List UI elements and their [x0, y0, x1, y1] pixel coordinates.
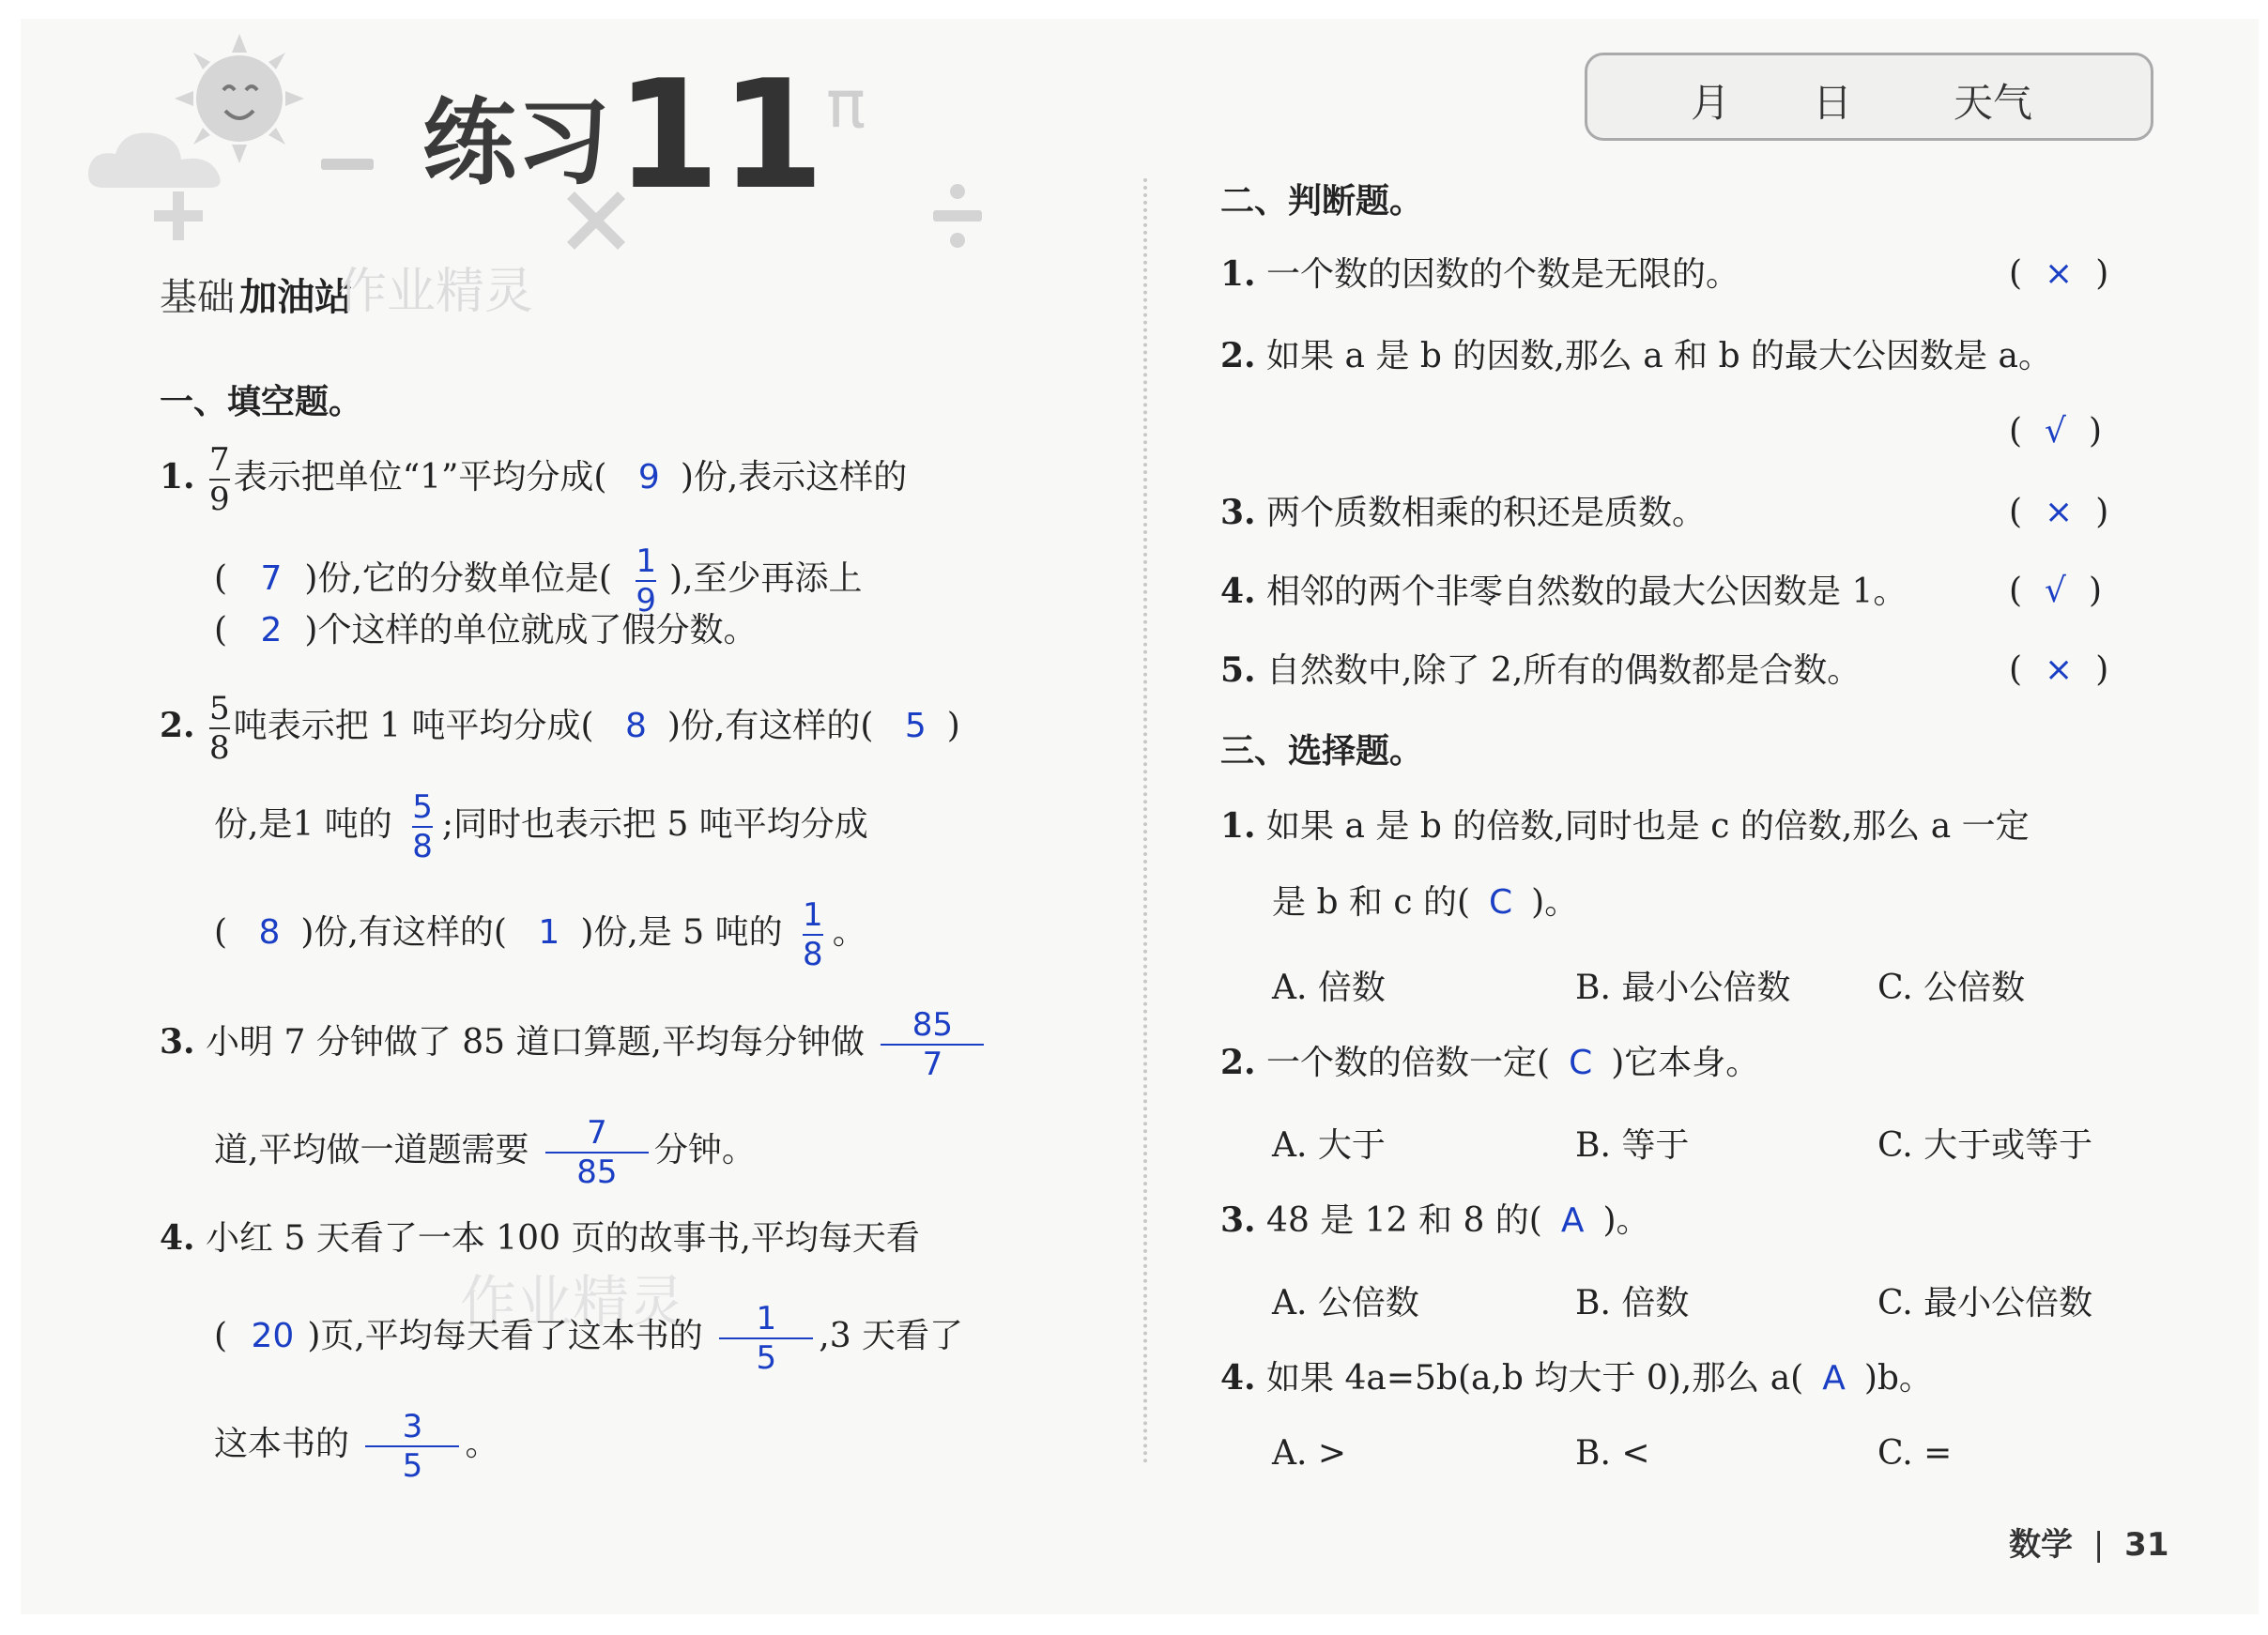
- pi-symbol: π: [826, 66, 866, 143]
- denominator: 8: [209, 729, 230, 767]
- judge-section-title: 二、判断题。: [1220, 182, 1424, 221]
- answer-fraction: [412, 788, 433, 865]
- page-footer: [2009, 1519, 2168, 1565]
- text: 相邻的两个非零自然数的最大公因数是 1。: [1266, 573, 1908, 611]
- footer-subject: 数学: [2009, 1526, 2073, 1564]
- answer: √: [2045, 572, 2066, 610]
- watermark-top: 作业精灵: [338, 264, 534, 320]
- numerator: 1: [636, 542, 657, 580]
- numerator: 7: [587, 1114, 607, 1152]
- q-number: 3.: [160, 1022, 195, 1062]
- banner-label-a: 基础: [160, 276, 235, 319]
- fill-section-title: 一、填空题。: [160, 383, 363, 421]
- answer-fraction: [719, 1300, 813, 1377]
- fill-q4-line1: [160, 1215, 920, 1261]
- denominator: 8: [803, 936, 823, 973]
- answer: 5: [904, 707, 927, 745]
- numerator: 1: [803, 896, 823, 934]
- text: 如果 a 是 b 的倍数,同时也是 c 的倍数,那么 a 一定: [1266, 807, 2030, 846]
- fill-q3-line2: [214, 1114, 756, 1191]
- answer: 7: [260, 559, 283, 598]
- judge-answer: ( × ): [2009, 650, 2109, 689]
- fill-q4-line3: [214, 1408, 498, 1485]
- text: 吨表示把 1 吨平均分成(: [233, 707, 594, 745]
- text: )个这样的单位就成了假分数。: [304, 611, 758, 649]
- judge-answer: ( √ ): [2009, 572, 2103, 610]
- text: 一个数的倍数一定(: [1266, 1044, 1551, 1082]
- answer-fraction: [803, 896, 823, 973]
- text: 48 是 12 和 8 的(: [1266, 1201, 1542, 1240]
- denominator: 9: [636, 582, 657, 619]
- fill-q1-line3: [214, 608, 757, 653]
- text: 份,是1 吨的: [214, 805, 392, 844]
- option: A. 公倍数: [1272, 1284, 1419, 1322]
- section-banner: [160, 267, 352, 321]
- option: C. 最小公倍数: [1877, 1284, 2093, 1322]
- option: B. 倍数: [1575, 1284, 1690, 1322]
- text: 是 b 和 c 的(: [1272, 883, 1471, 922]
- answer: ×: [2045, 493, 2074, 531]
- option: C. 大于或等于: [1877, 1126, 2093, 1165]
- q-number: 1.: [1220, 254, 1256, 294]
- date-day: 日: [1813, 80, 1853, 126]
- text: 小明 7 分钟做了 85 道口算题,平均每分钟做: [206, 1023, 865, 1062]
- q-number: 1.: [1220, 806, 1256, 846]
- judge-answer: ( √ ): [2009, 412, 2103, 451]
- q-number: 2.: [1220, 336, 1256, 375]
- text: )份,表示这样的: [680, 458, 908, 497]
- text: )份,它的分数单位是(: [304, 559, 612, 598]
- option: A. 倍数: [1272, 969, 1386, 1007]
- q-number: 3.: [1220, 493, 1256, 532]
- answer: 2: [260, 611, 283, 649]
- answer: 8: [258, 913, 281, 952]
- fill-q2-line3: [214, 896, 866, 973]
- text: )页,平均每天看了这本书的: [307, 1317, 703, 1355]
- judge-item: [1220, 252, 1739, 298]
- answer: 8: [624, 707, 647, 745]
- numerator: 1: [756, 1300, 777, 1337]
- text: 分钟。: [653, 1131, 756, 1169]
- text: (: [214, 611, 228, 649]
- q-number: 1.: [160, 457, 195, 497]
- watermark-mid: 作业精灵: [460, 1270, 685, 1336]
- option: B. <: [1575, 1434, 1650, 1473]
- text: )份,有这样的(: [300, 913, 507, 952]
- page-title: [422, 47, 824, 222]
- numerator: 85: [912, 1006, 954, 1044]
- answer: A: [1560, 1201, 1585, 1240]
- date-weather: 天气: [1954, 80, 2033, 126]
- text: )。: [1531, 883, 1579, 922]
- q-number: 4.: [1220, 1358, 1256, 1398]
- choice-q1-line2: [1272, 880, 1578, 925]
- numerator: 3: [402, 1408, 423, 1445]
- choice-q4: [1220, 1355, 1933, 1401]
- choice-q1-line1: [1220, 803, 2030, 849]
- answer: C: [1569, 1044, 1593, 1082]
- page-number: 31: [2124, 1526, 2169, 1564]
- answer: 1: [538, 913, 560, 952]
- fill-q2-line2: [214, 788, 868, 865]
- judge-item: [1220, 333, 2052, 379]
- fraction: [209, 441, 230, 518]
- numerator: 5: [412, 788, 433, 826]
- text: 如果 a 是 b 的因数,那么 a 和 b 的最大公因数是 a。: [1266, 337, 2052, 375]
- q-number: 4.: [1220, 572, 1256, 611]
- text: 这本书的: [214, 1425, 350, 1463]
- plus-icon: [150, 188, 207, 244]
- title-number: 11: [615, 47, 825, 222]
- text: )它本身。: [1611, 1044, 1760, 1082]
- text: )b。: [1863, 1359, 1933, 1398]
- option: C. 公倍数: [1877, 969, 2026, 1007]
- numerator: 7: [209, 441, 230, 479]
- denominator: 5: [402, 1447, 423, 1485]
- text: ),至少再添上: [669, 559, 863, 598]
- footer-sep: |: [2092, 1526, 2105, 1564]
- text: 两个质数相乘的积还是质数。: [1266, 494, 1707, 532]
- text: 小红 5 天看了一本 100 页的故事书,平均每天看: [206, 1219, 920, 1258]
- denominator: 9: [209, 481, 230, 518]
- text: 表示把单位“1”平均分成(: [233, 458, 607, 497]
- answer: √: [2045, 412, 2066, 451]
- option: C. =: [1877, 1434, 1953, 1473]
- choice-q3: [1220, 1198, 1650, 1244]
- text: 道,平均做一道题需要: [214, 1131, 529, 1169]
- text: (: [214, 559, 228, 598]
- option: B. 等于: [1575, 1126, 1690, 1165]
- denominator: 7: [922, 1046, 943, 1083]
- fraction: [209, 690, 230, 767]
- banner-label-b: 加油站: [239, 276, 353, 319]
- denominator: 85: [576, 1154, 618, 1191]
- fill-q2-line1: [160, 690, 960, 767]
- text: 自然数中,除了 2,所有的偶数都是合数。: [1266, 651, 1862, 690]
- date-weather-box: [1585, 53, 2153, 141]
- text: 。: [832, 913, 866, 952]
- option: B. 最小公倍数: [1575, 969, 1791, 1007]
- answer: ×: [2045, 650, 2074, 689]
- choice-section-title: 三、选择题。: [1220, 732, 1424, 771]
- judge-item: [1220, 490, 1706, 536]
- q-number: 5.: [1220, 650, 1256, 690]
- answer-fraction: [365, 1408, 459, 1485]
- text: (: [214, 1317, 228, 1355]
- text: (: [214, 913, 228, 952]
- q-number: 2.: [160, 706, 195, 745]
- fill-q3-line1: [160, 1006, 989, 1083]
- text: ;同时也表示把 5 吨平均分成: [441, 805, 868, 844]
- answer: ×: [2045, 254, 2074, 293]
- answer: C: [1489, 883, 1513, 922]
- column-divider: [1143, 178, 1147, 1464]
- judge-answer: ( × ): [2009, 254, 2109, 293]
- text: ,3 天看了: [819, 1317, 964, 1355]
- q-number: 4.: [160, 1218, 195, 1258]
- text: 如果 4a=5b(a,b 均大于 0),那么 a(: [1266, 1359, 1804, 1398]
- text: )份,是 5 吨的: [580, 913, 783, 952]
- denominator: 8: [412, 828, 433, 865]
- q-number: 2.: [1220, 1043, 1256, 1082]
- answer: 20: [251, 1317, 295, 1355]
- answer-fraction: [545, 1114, 649, 1191]
- cloud-icon: [84, 122, 244, 197]
- judge-answer: ( × ): [2009, 493, 2109, 531]
- text: )份,有这样的(: [667, 707, 874, 745]
- numerator: 5: [209, 690, 230, 727]
- answer-fraction: [881, 1006, 984, 1083]
- option: A. 大于: [1272, 1126, 1386, 1165]
- option: A. >: [1272, 1434, 1347, 1473]
- denominator: 5: [756, 1339, 777, 1377]
- text: 一个数的因数的个数是无限的。: [1266, 255, 1740, 294]
- title-prefix: 练习: [422, 87, 610, 198]
- text: 。: [465, 1425, 499, 1463]
- fill-q4-line2: [214, 1300, 963, 1377]
- answer: A: [1822, 1359, 1846, 1398]
- fill-q1-line1: [160, 441, 907, 518]
- date-month: 月: [1691, 80, 1731, 126]
- text: ): [946, 707, 960, 745]
- text: )。: [1602, 1201, 1650, 1240]
- choice-q2: [1220, 1040, 1759, 1086]
- answer: 9: [637, 458, 660, 497]
- judge-item: [1220, 648, 1861, 694]
- judge-item: [1220, 569, 1907, 615]
- q-number: 3.: [1220, 1200, 1256, 1240]
- minus-icon: [319, 155, 375, 174]
- divide-icon: [929, 178, 986, 253]
